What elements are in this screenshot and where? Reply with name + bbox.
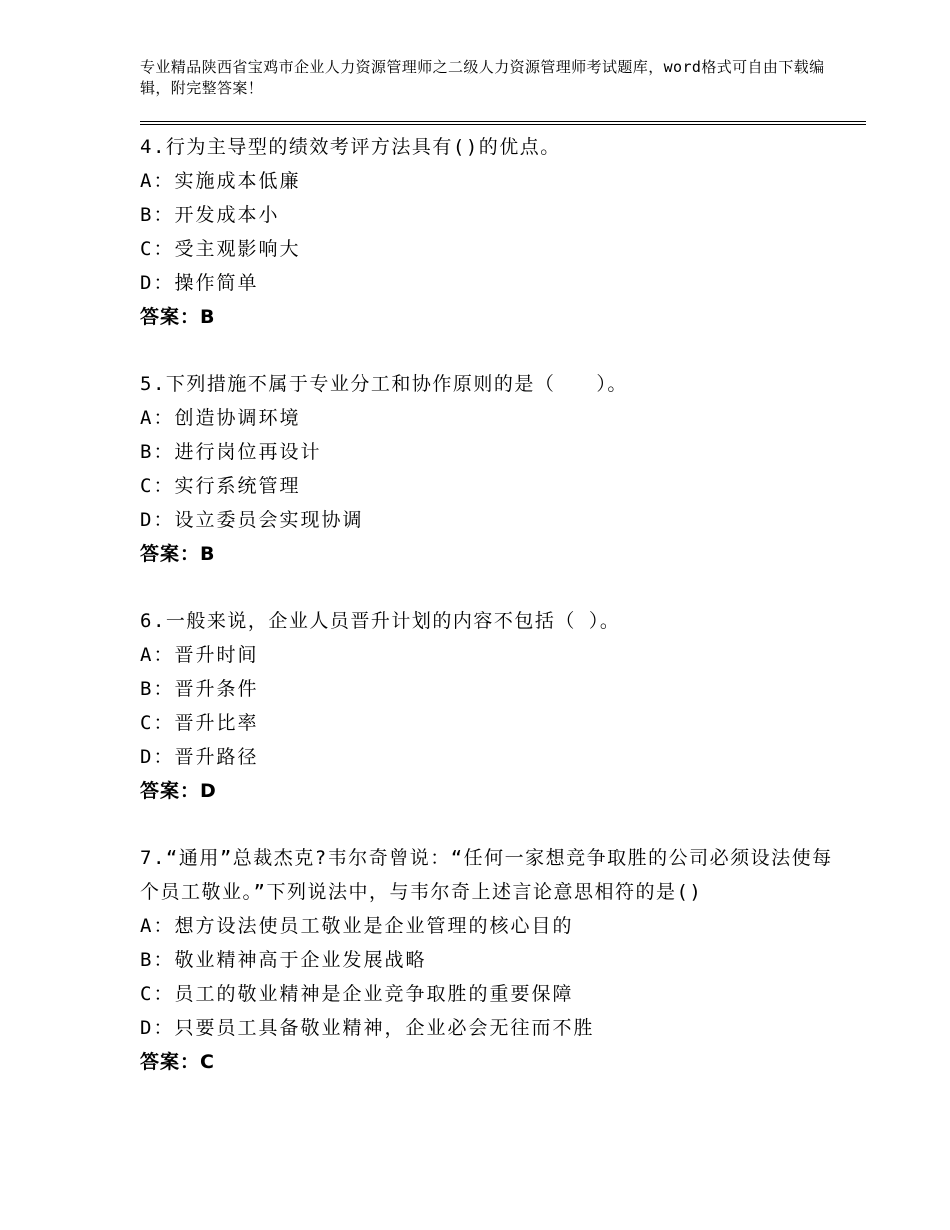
- question-stem: 7.“通用”总裁杰克?韦尔奇曾说：“任何一家想竞争取胜的公司必须设法使每个员工敬业。”下列说法中，与韦尔奇上述言论意思相符的是(): [140, 847, 833, 903]
- answer-text: 答案：D: [140, 780, 217, 802]
- question-6: [140, 604, 840, 808]
- answer-text: 答案：B: [140, 543, 216, 565]
- answer-text: 答案：B: [140, 306, 216, 328]
- question-stem: 4.行为主导型的绩效考评方法具有()的优点。: [140, 136, 561, 158]
- option-a: A：实施成本低廉: [140, 170, 301, 192]
- option-b: B：晋升条件: [140, 678, 259, 700]
- option-d: D：只要员工具备敬业精神，企业必会无往而不胜: [140, 1017, 595, 1039]
- option-b: B：敬业精神高于企业发展战略: [140, 949, 427, 971]
- document-header: 专业精品陕西省宝鸡市企业人力资源管理师之二级人力资源管理师考试题库，word格式可自由下载编辑，附完整答案！: [140, 58, 825, 97]
- option-c: C：晋升比率: [140, 712, 259, 734]
- header-divider-top: [140, 121, 866, 122]
- option-d: D：晋升路径: [140, 746, 259, 768]
- option-c: C：受主观影响大: [140, 238, 301, 260]
- question-list: [140, 130, 840, 1112]
- answer-text: 答案：C: [140, 1051, 215, 1073]
- option-c: C：实行系统管理: [140, 475, 301, 497]
- header-divider-bottom: [140, 124, 866, 125]
- option-a: A：创造协调环境: [140, 407, 301, 429]
- question-stem: 5.下列措施不属于专业分工和协作原则的是（ ）。: [140, 373, 628, 395]
- option-b: B：开发成本小: [140, 204, 280, 226]
- question-7: [140, 841, 840, 1079]
- question-4: [140, 130, 840, 334]
- question-stem: 6.一般来说，企业人员晋升计划的内容不包括（ ）。: [140, 610, 621, 632]
- option-b: B：进行岗位再设计: [140, 441, 322, 463]
- option-a: A：晋升时间: [140, 644, 259, 666]
- question-5: [140, 367, 840, 571]
- option-a: A：想方设法使员工敬业是企业管理的核心目的: [140, 915, 574, 937]
- option-c: C：员工的敬业精神是企业竞争取胜的重要保障: [140, 983, 574, 1005]
- option-d: D：设立委员会实现协调: [140, 509, 364, 531]
- option-d: D：操作简单: [140, 272, 259, 294]
